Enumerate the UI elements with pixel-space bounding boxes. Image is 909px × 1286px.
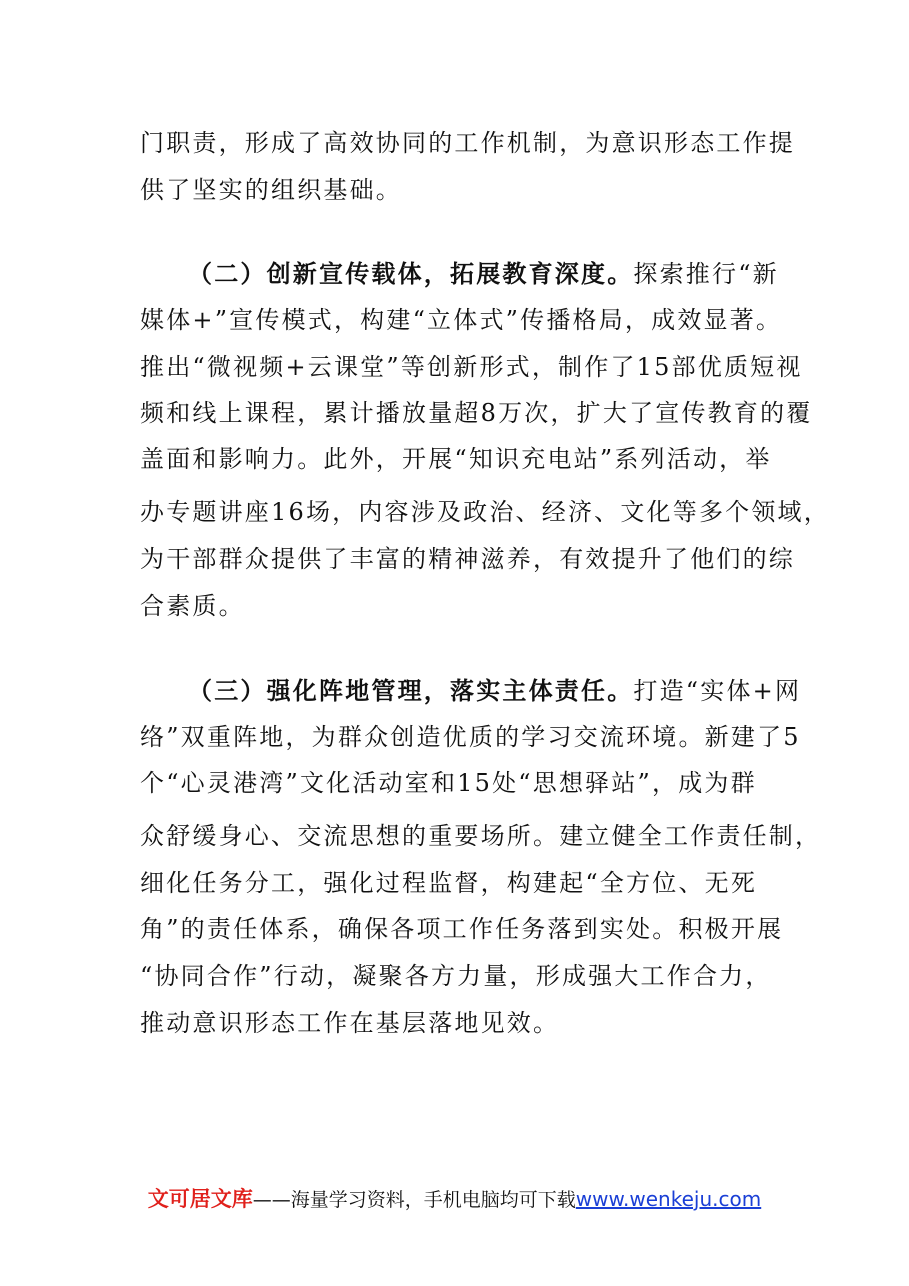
section-2-first-line [188, 259, 779, 289]
body-line-5: 媒体+”宣传模式，构建“立体式”传播格局，成效显著。 [140, 306, 783, 334]
section-2-heading: （二）创新宣传载体，拓展教育深度。 [188, 259, 634, 288]
footer-tagline: ——海量学习资料，手机电脑均可下载 [252, 1189, 576, 1211]
body-line-19: 推动意识形态工作在基层落地见效。 [140, 1009, 560, 1037]
body-line-11: 合素质。 [140, 592, 245, 620]
body-line-8: 盖面和影响力。此外，开展“知识充电站”系列活动，举 [140, 445, 772, 473]
body-line-14: 个“心灵港湾”文化活动室和15处“思想驿站”，成为群 [140, 769, 757, 797]
body-line-18: “协同合作”行动，凝聚各方力量，形成强大工作合力， [140, 962, 772, 990]
footer-brand: 文可居文库 [147, 1187, 253, 1211]
section-3-lead: 打造“实体+网 [633, 677, 802, 705]
body-line-1: 门职责，形成了高效协同的工作机制，为意识形态工作提 [140, 129, 795, 157]
section-3-heading: （三）强化阵地管理，落实主体责任。 [188, 676, 634, 705]
body-line-2: 供了坚实的组织基础。 [140, 176, 402, 204]
body-line-17: 角”的责任体系，确保各项工作任务落到实处。积极开展 [140, 915, 784, 943]
body-line-10: 为干部群众提供了丰富的精神滋养，有效提升了他们的综 [140, 545, 795, 573]
page-footer [0, 1183, 909, 1213]
body-line-9: 办专题讲座16场，内容涉及政治、经济、文化等多个领域， [140, 498, 830, 526]
body-line-16: 细化任务分工，强化过程监督，构建起“全方位、无死 [140, 869, 758, 897]
body-line-7: 频和线上课程，累计播放量超8万次，扩大了宣传教育的覆 [140, 399, 813, 427]
body-line-13: 络”双重阵地，为群众创造优质的学习交流环境。新建了5 [140, 723, 801, 751]
footer-website-link[interactable]: www.wenkeju.com [575, 1187, 762, 1211]
section-2-lead: 探索推行“新 [633, 260, 779, 288]
body-line-15: 众舒缓身心、交流思想的重要场所。建立健全工作责任制， [140, 822, 822, 850]
section-3-first-line [188, 676, 801, 706]
body-line-6: 推出“微视频+云课堂”等创新形式，制作了15部优质短视 [140, 353, 803, 381]
